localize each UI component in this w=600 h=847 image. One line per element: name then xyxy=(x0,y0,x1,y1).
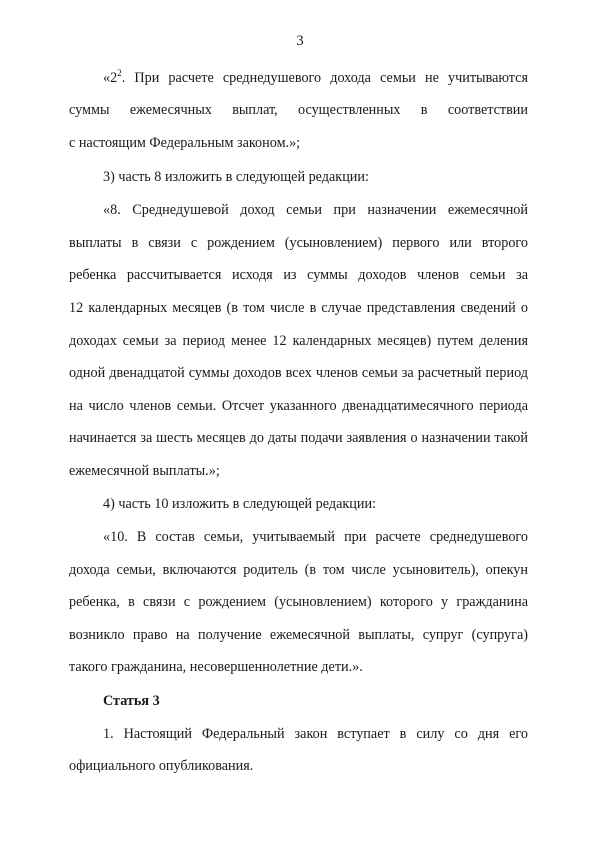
part-10-line: дохода семьи, включаются родитель (в том числе усыновитель), опекун xyxy=(69,562,528,578)
part-10-line: «10. В состав семьи, учитываемый при расчете среднедушевого xyxy=(103,529,528,545)
part-8-line: начинается за шесть месяцев до даты подачи заявления о назначении такой xyxy=(69,430,528,446)
article-3-heading: Статья 3 xyxy=(103,693,160,709)
part-8-line: «8. Среднедушевой доход семьи при назначении ежемесячной xyxy=(103,202,528,218)
paragraph-2-2-text: . При расчете среднедушевого дохода семьи не учитываются xyxy=(121,70,528,86)
item-3-intro: 3) часть 8 изложить в следующей редакции: xyxy=(103,169,369,185)
article-3-line: 1. Настоящий Федеральный закон вступает в силу со дня его xyxy=(103,726,528,742)
paragraph-2-2-line-3: с настоящим Федеральным законом.»; xyxy=(69,135,301,151)
item-4-intro: 4) часть 10 изложить в следующей редакции: xyxy=(103,496,377,512)
paragraph-2-2-prefix: «2 xyxy=(103,70,118,86)
paragraph-2-2-line-2: суммы ежемесячных выплат, осуществленных в соответствии xyxy=(69,102,528,118)
superscript: 2 xyxy=(117,68,122,78)
part-8-line: ребенка рассчитывается исходя из суммы доходов членов семьи за xyxy=(69,267,528,283)
part-8-line: 12 календарных месяцев (в том числе в случае представления сведений о xyxy=(69,300,528,316)
article-3-line: официального опубликования. xyxy=(69,758,254,774)
part-8-line: ежемесячной выплаты.»; xyxy=(69,463,220,479)
paragraph-2-2-line-1 xyxy=(103,69,528,87)
part-8-line: одной двенадцатой суммы доходов всех членов семьи за расчетный период xyxy=(69,365,528,381)
part-8-line: доходах семьи за период менее 12 календарных месяцев) путем деления xyxy=(69,333,528,349)
part-10-line: такого гражданина, несовершеннолетние дети.». xyxy=(69,659,363,675)
part-8-line: выплаты в связи с рождением (усыновлением) первого или второго xyxy=(69,235,528,251)
part-8-line: на число членов семьи. Отсчет указанного двенадцатимесячного периода xyxy=(69,398,528,414)
page-number: 3 xyxy=(296,33,304,49)
part-10-line: ребенка, в связи с рождением (усыновлением) которого у гражданина xyxy=(69,594,528,610)
part-10-line: возникло право на получение ежемесячной выплаты, супруг (супруга) xyxy=(69,627,528,643)
